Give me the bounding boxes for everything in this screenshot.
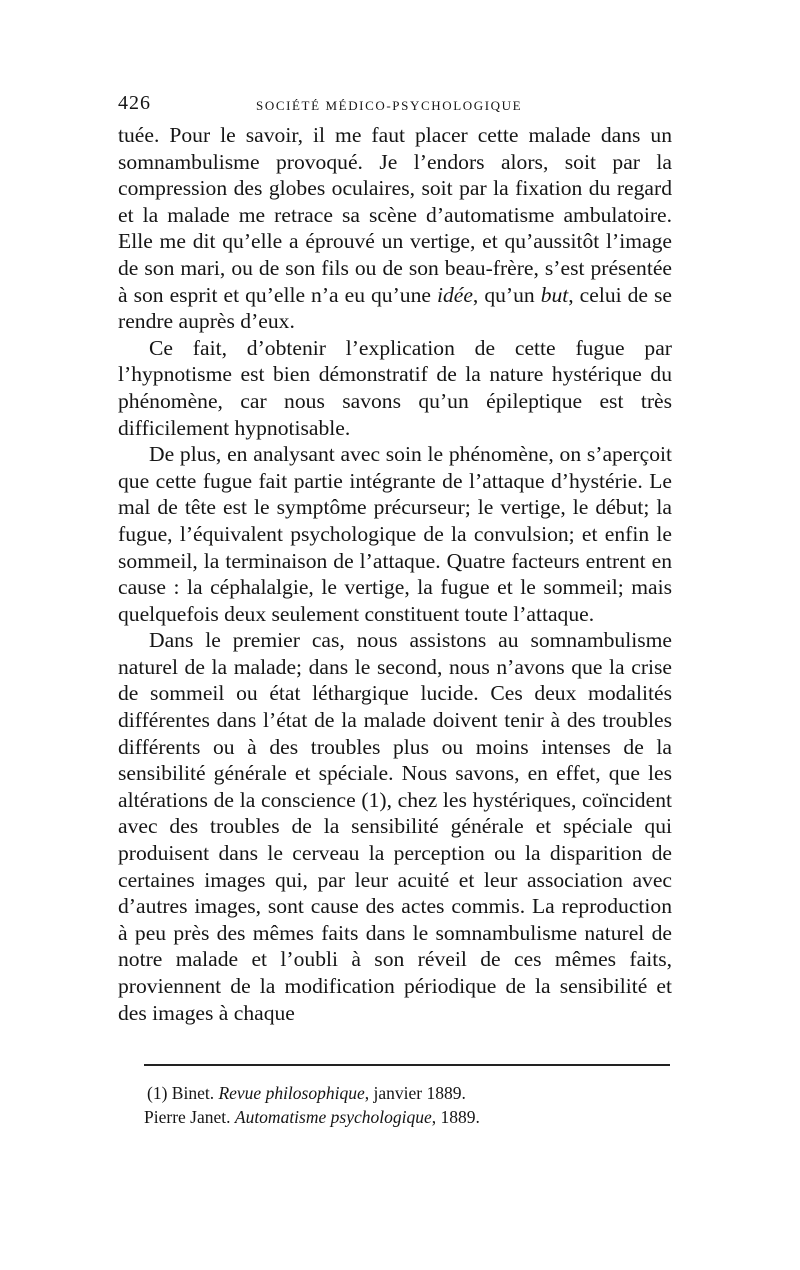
- body-text: [118, 122, 672, 1026]
- paragraph-2: Ce fait, d’obtenir l’explication de cette fugue par l’hypnotisme est bien démonstratif de la nature hystérique du phénomène, car nous savons qu’un épileptique est très difficilement hypnotisable.: [118, 335, 672, 440]
- footnote-text: , janvier 1889.: [364, 1083, 466, 1103]
- paragraph-4: Dans le premier cas, nous assistons au somnambulisme naturel de la malade; dans le second, nous n’avons que la crise de sommeil ou état léthargique lucide. Ces deux modalités différentes dans l’état de la malade doivent tenir à des troubles différents ou à des troubles plus ou moins intenses de la sensibilité générale et spéciale. Nous savons, en effet, que les altérations de la conscience (1), chez les hystériques, coïncident avec des troubles de la sensibilité générale et spéciale qui produisent dans le cerveau la perception ou la disparition de certaines images qui, par leur acuité et leur association avec d’autres images, sont cause des actes commis. La reproduction à peu près des mêmes faits dans le somnambulisme naturel de notre malade et l’oubli à son réveil de ces mêmes faits, proviennent de la modification périodique de la sensibilité et des images à chaque: [118, 628, 672, 1025]
- footnote-divider: [144, 1064, 670, 1066]
- running-title: SOCIÉTÉ MÉDICO-PSYCHOLOGIQUE: [256, 98, 523, 113]
- footnote-title: Revue philosophique: [218, 1083, 365, 1103]
- paragraph-text: , celui de se rendre auprès d’eux.: [118, 282, 672, 334]
- italic-word: but: [540, 282, 569, 307]
- footnotes: [144, 1081, 670, 1129]
- paragraph-3: De plus, en analysant avec soin le phénomène, on s’aperçoit que cette fugue fait partie intégrante de l’attaque d’hystérie. Le mal de tête est le symptôme précurseur; le vertige, le début; la fugue, l’équivalent psychologique de la convulsion; et enfin le sommeil, la terminaison de l’attaque. Quatre facteurs entrent en cause : la céphalalgie, le vertige, la fugue et le sommeil; mais quelquefois deux seulement constituent toute l’attaque.: [118, 442, 672, 626]
- footnote-text: , 1889.: [431, 1107, 480, 1127]
- book-page: [118, 92, 672, 1127]
- page-number: 426: [118, 92, 151, 114]
- paragraph-text: , qu’un: [472, 282, 541, 307]
- italic-word: idée: [436, 282, 473, 307]
- footnote-text: (1) Binet.: [147, 1083, 219, 1103]
- page-header: [118, 92, 672, 122]
- paragraph-text: tuée. Pour le savoir, il me faut placer cette malade dans un somnambulisme provoqué. Je l’endors alors, soit par la compression des globes oculaires, soit par la fixation du regard et la malade me retrace sa scène d’automatisme ambulatoire. Elle me dit qu’elle a éprouvé un vertige, et qu’aussitôt l’image de son mari, ou de son fils ou de son beau-frère, s’est présentée à son esprit et qu’elle n’a eu qu’une: [118, 123, 672, 307]
- paragraph-1: [118, 122, 672, 335]
- footnote-text: Pierre Janet.: [144, 1107, 235, 1127]
- footnote-1: [144, 1081, 670, 1105]
- footnote-title: Automatisme psychologique: [234, 1107, 432, 1127]
- footnote-2: [144, 1105, 670, 1129]
